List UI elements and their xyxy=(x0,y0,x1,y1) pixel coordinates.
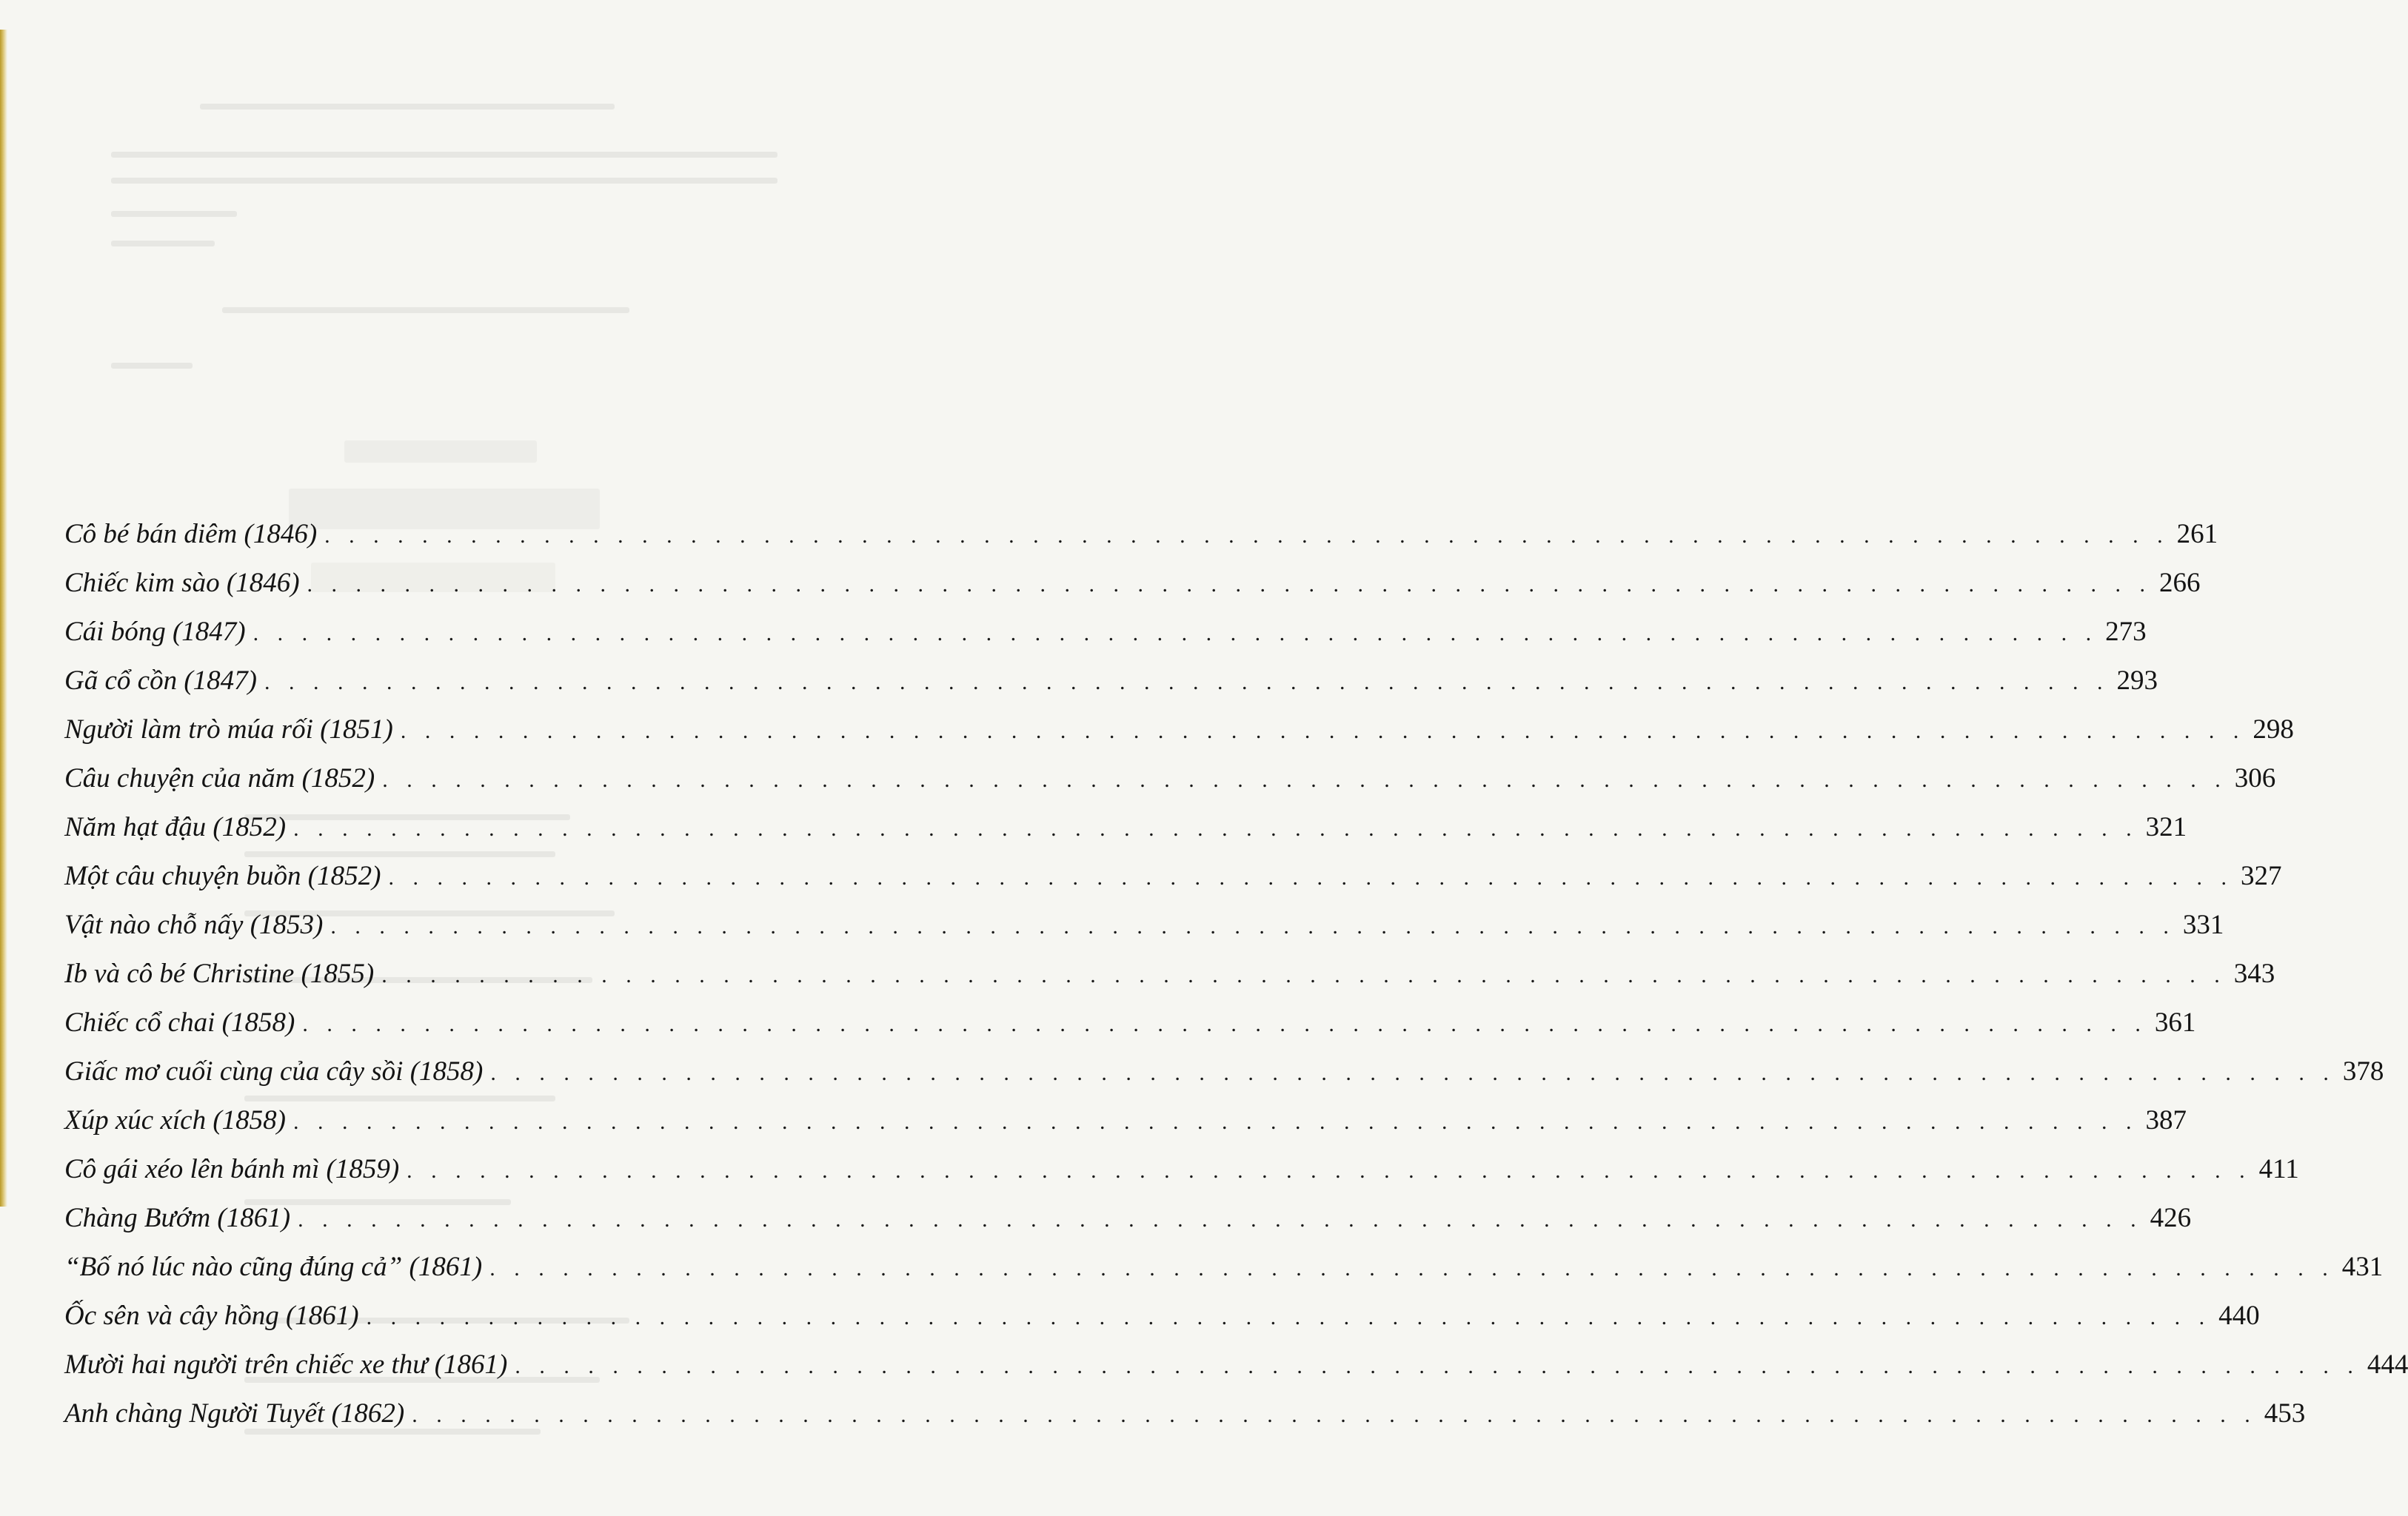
toc-entry-page: 411 xyxy=(2258,1154,2299,1184)
toc-entry-page: 261 xyxy=(2176,519,2218,549)
toc-entry-title: Xúp xúc xích (1858) xyxy=(64,1105,286,1136)
toc-entry-title: Gã cổ cồn (1847) xyxy=(64,665,257,696)
toc-leader-dots: . . . . . . . . . . . . . . . . . . . . . . . . . . . . . . . . . . . . . . . . . . . . . . . . . . . . . . . . . . . . . . . . . . . . . . . . . . . . xyxy=(293,816,2138,841)
toc-entry-page: 293 xyxy=(2116,665,2158,696)
toc-leader-dots: . . . . . . . . . . . . . . . . . . . . . . . . . . . . . . . . . . . . . . . . . . . . . . . . . . . . . . . . . . . . . . . . . . . . . . . . . . . . xyxy=(330,914,2175,939)
toc-entry-page: 343 xyxy=(2233,959,2275,989)
toc-entry-title: Anh chàng Người Tuyết (1862) xyxy=(64,1398,405,1429)
toc-entry-page: 306 xyxy=(2234,763,2276,794)
toc-entry-page: 298 xyxy=(2253,714,2294,745)
toc-entry-page: 440 xyxy=(2218,1301,2260,1331)
toc-entry xyxy=(64,1300,2260,1349)
toc-entry-title: Ốc sên và cây hồng (1861) xyxy=(64,1301,359,1331)
toc-entry-page: 266 xyxy=(2159,568,2201,598)
toc-entry xyxy=(64,1349,2408,1398)
toc-leader-dots: . . . . . . . . . . . . . . . . . . . . . . . . . . . . . . . . . . . . . . . . . . . . . . . . . . . . . . . . . . . . . . . . . . . . . . . . . . . . xyxy=(307,572,2153,597)
toc-entry-page: 426 xyxy=(2150,1203,2192,1233)
toc-entry-title: Năm hạt đậu (1852) xyxy=(64,812,287,842)
toc-leader-dots: . . . . . . . . . . . . . . . . . . . . . . . . . . . . . . . . . . . . . . . . . . . . . . . . . . . . . . . . . . . . . . . . . . . . . . . . . . . . xyxy=(366,1305,2212,1329)
toc-entry xyxy=(64,860,2282,909)
toc-entry-page: 321 xyxy=(2145,812,2187,842)
toc-entry-title: Chàng Bướm (1861) xyxy=(64,1203,291,1233)
toc-entry xyxy=(64,1104,2187,1153)
toc-entry xyxy=(64,1398,2306,1446)
toc-entry xyxy=(64,665,2158,714)
toc-leader-dots: . . . . . . . . . . . . . . . . . . . . . . . . . . . . . . . . . . . . . . . . . . . . . . . . . . . . . . . . . . . . . . . . . . . . . . . . . . . . xyxy=(400,719,2246,743)
toc-entry-page: 361 xyxy=(2154,1007,2196,1038)
toc-leader-dots: . . . . . . . . . . . . . . . . . . . . . . . . . . . . . . . . . . . . . . . . . . . . . . . . . . . . . . . . . . . . . . . . . . . . . . . . . . . . xyxy=(292,1110,2138,1134)
toc-leader-dots: . . . . . . . . . . . . . . . . . . . . . . . . . . . . . . . . . . . . . . . . . . . . . . . . . . . . . . . . . . . . . . . . . . . . . . . . . . . . xyxy=(302,1012,2147,1036)
toc-entry xyxy=(64,909,2224,958)
toc-leader-dots: . . . . . . . . . . . . . . . . . . . . . . . . . . . . . . . . . . . . . . . . . . . . . . . . . . . . . . . . . . . . . . . . . . . . . . . . . . . . xyxy=(489,1256,2335,1281)
toc-entry-page: 331 xyxy=(2182,910,2224,940)
toc-leader-dots: . . . . . . . . . . . . . . . . . . . . . . . . . . . . . . . . . . . . . . . . . . . . . . . . . . . . . . . . . . . . . . . . . . . . . . . . . . . . xyxy=(382,768,2227,792)
toc-entry-title: Một câu chuyện buồn (1852) xyxy=(64,861,381,891)
toc-entry-page: 387 xyxy=(2145,1105,2187,1136)
toc-entry xyxy=(64,1153,2299,1202)
toc-entry xyxy=(64,714,2294,762)
toc-entry xyxy=(64,1202,2192,1251)
toc-entry xyxy=(64,567,2201,616)
toc-leader-dots: . . . . . . . . . . . . . . . . . . . . . . . . . . . . . . . . . . . . . . . . . . . . . . . . . . . . . . . . . . . . . . . . . . . . . . . . . . . . xyxy=(264,670,2110,694)
toc-entry-page: 453 xyxy=(2264,1398,2306,1429)
toc-entry xyxy=(64,762,2276,811)
toc-leader-dots: . . . . . . . . . . . . . . . . . . . . . . . . . . . . . . . . . . . . . . . . . . . . . . . . . . . . . . . . . . . . . . . . . . . . . . . . . . . . xyxy=(407,1158,2252,1183)
toc-entry-title: Vật nào chỗ nấy (1853) xyxy=(64,910,324,940)
toc-entry-title: Cô gái xéo lên bánh mì (1859) xyxy=(64,1154,400,1184)
toc-entry xyxy=(64,958,2275,1007)
toc-entry-page: 431 xyxy=(2341,1252,2384,1282)
toc-entry-page: 273 xyxy=(2105,617,2147,647)
toc-entry-title: Chiếc kim sào (1846) xyxy=(64,568,300,598)
toc-leader-dots: . . . . . . . . . . . . . . . . . . . . . . . . . . . . . . . . . . . . . . . . . . . . . . . . . . . . . . . . . . . . . . . . . . . . . . . . . . . . xyxy=(252,621,2098,645)
toc-entry-title: Cái bóng (1847) xyxy=(64,617,246,647)
toc-entry xyxy=(64,518,2218,567)
toc-entry-page: 378 xyxy=(2342,1056,2384,1087)
toc-entry-page: 327 xyxy=(2240,861,2282,891)
toc-leader-dots: . . . . . . . . . . . . . . . . . . . . . . . . . . . . . . . . . . . . . . . . . . . . . . . . . . . . . . . . . . . . . . . . . . . . . . . . . . . . xyxy=(298,1207,2143,1232)
toc-entry-title: Câu chuyện của năm (1852) xyxy=(64,763,375,794)
toc-entry-page: 444 xyxy=(2367,1349,2408,1380)
toc-entry xyxy=(64,811,2187,860)
table-of-contents xyxy=(64,518,2408,1446)
toc-entry-title: Mười hai người trên chiếc xe thư (1861) xyxy=(64,1349,508,1380)
toc-entry-title: Người làm trò múa rối (1851) xyxy=(64,714,393,745)
toc-leader-dots: . . . . . . . . . . . . . . . . . . . . . . . . . . . . . . . . . . . . . . . . . . . . . . . . . . . . . . . . . . . . . . . . . . . . . . . . . . . . xyxy=(490,1061,2335,1085)
toc-entry-title: “Bố nó lúc nào cũng đúng cả” (1861) xyxy=(64,1252,483,1282)
toc-entry-title: Giấc mơ cuối cùng của cây sồi (1858) xyxy=(64,1056,484,1087)
toc-leader-dots: . . . . . . . . . . . . . . . . . . . . . . . . . . . . . . . . . . . . . . . . . . . . . . . . . . . . . . . . . . . . . . . . . . . . . . . . . . . . xyxy=(515,1354,2360,1378)
toc-entry xyxy=(64,1056,2384,1104)
toc-leader-dots: . . . . . . . . . . . . . . . . . . . . . . . . . . . . . . . . . . . . . . . . . . . . . . . . . . . . . . . . . . . . . . . . . . . . . . . . . . . . xyxy=(412,1403,2257,1427)
toc-entry xyxy=(64,1007,2196,1056)
toc-leader-dots: . . . . . . . . . . . . . . . . . . . . . . . . . . . . . . . . . . . . . . . . . . . . . . . . . . . . . . . . . . . . . . . . . . . . . . . . . . . . xyxy=(381,963,2227,987)
book-page-edge xyxy=(0,30,7,1207)
toc-entry-title: Ib và cô bé Christine (1855) xyxy=(64,959,375,989)
toc-entry-title: Chiếc cổ chai (1858) xyxy=(64,1007,295,1038)
toc-leader-dots: . . . . . . . . . . . . . . . . . . . . . . . . . . . . . . . . . . . . . . . . . . . . . . . . . . . . . . . . . . . . . . . . . . . . . . . . . . . . xyxy=(388,865,2233,890)
toc-entry-title: Cô bé bán diêm (1846) xyxy=(64,519,318,549)
toc-entry xyxy=(64,616,2147,665)
toc-entry xyxy=(64,1251,2384,1300)
toc-leader-dots: . . . . . . . . . . . . . . . . . . . . . . . . . . . . . . . . . . . . . . . . . . . . . . . . . . . . . . . . . . . . . . . . . . . . . . . . . . . . xyxy=(324,523,2170,548)
